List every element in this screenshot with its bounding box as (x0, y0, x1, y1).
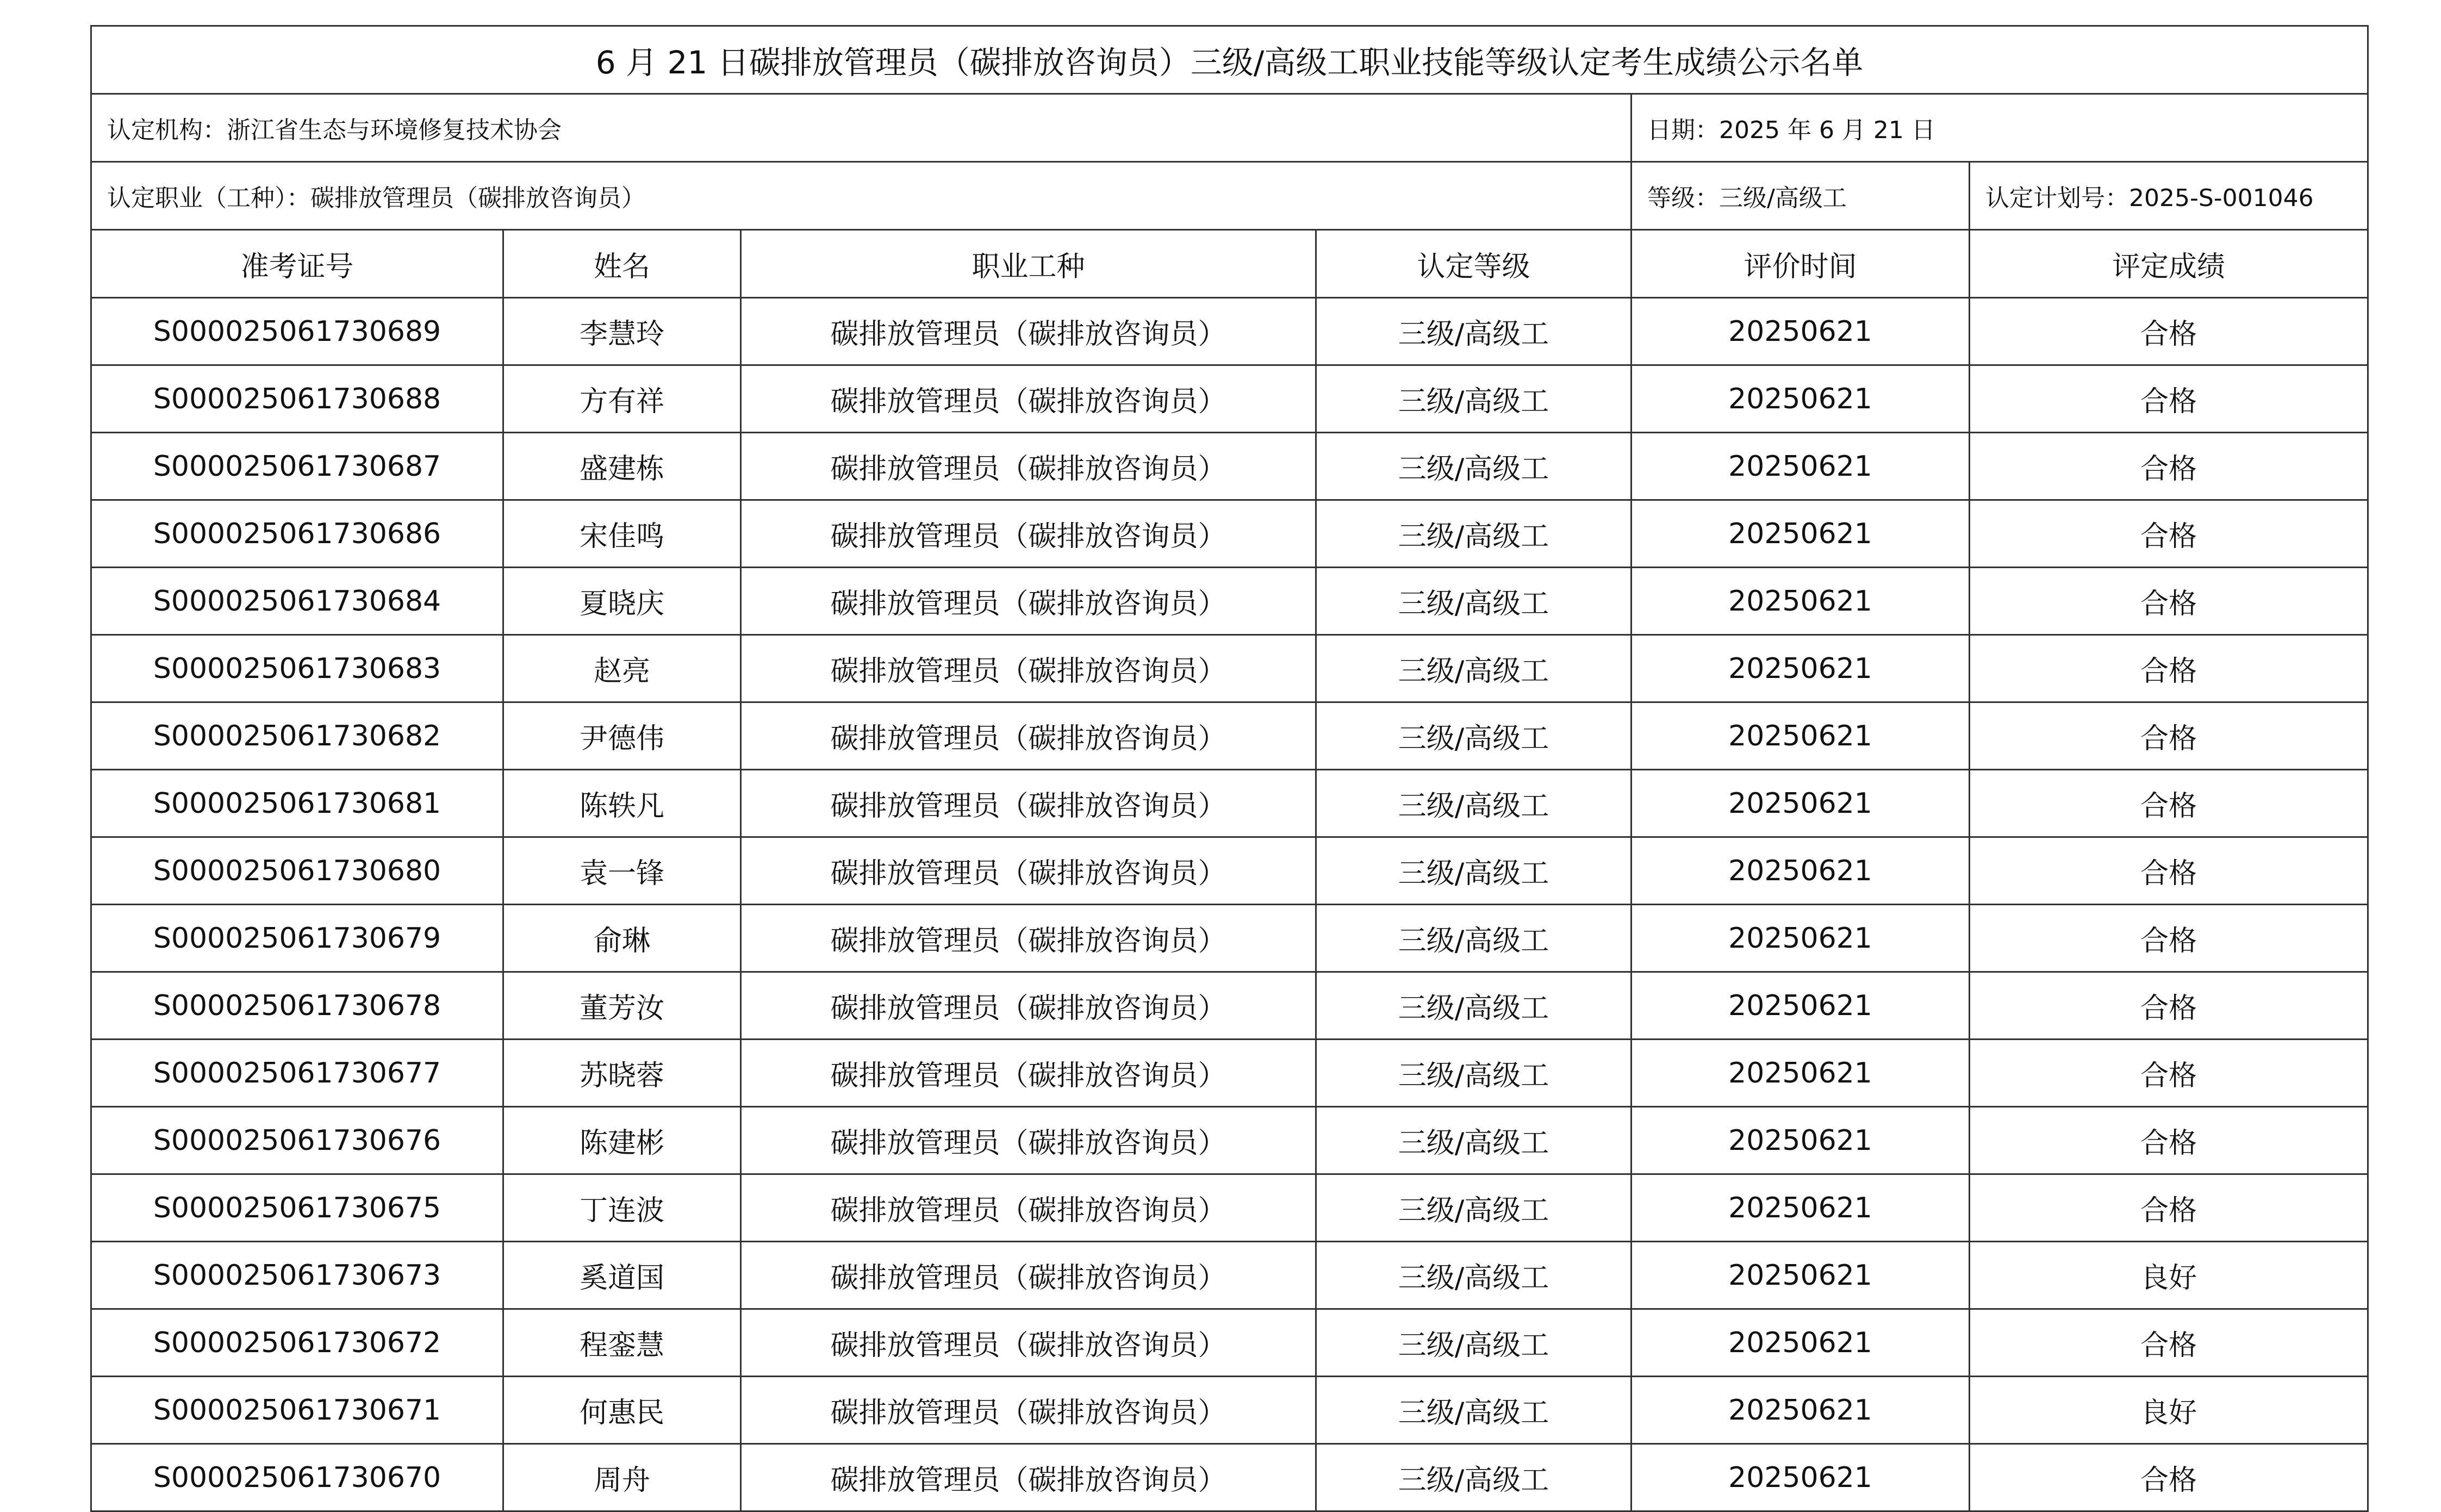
occupation-cell: 碳排放管理员（碳排放咨询员） (741, 365, 1316, 433)
level-cell: 三级/高级工 (1316, 770, 1632, 837)
evaluation-date-cell: 20250621 (1632, 1377, 1970, 1444)
exam-id-cell: S000025061730686 (91, 500, 503, 568)
level-cell: 三级/高级工 (1316, 568, 1632, 635)
result-cell: 合格 (1970, 770, 2368, 837)
exam-id-cell: S000025061730681 (91, 770, 503, 837)
result-cell: 合格 (1970, 298, 2368, 365)
evaluation-date-cell: 20250621 (1632, 1242, 1970, 1309)
evaluation-date-cell: 20250621 (1632, 1107, 1970, 1174)
level-cell: 三级/高级工 (1316, 1444, 1632, 1511)
result-cell: 合格 (1970, 1107, 2368, 1174)
evaluation-date-cell: 20250621 (1632, 365, 1970, 433)
table-row (91, 1174, 2368, 1242)
result-cell: 合格 (1970, 568, 2368, 635)
name-cell: 盛建栋 (503, 433, 741, 500)
level-cell: 三级/高级工 (1316, 1174, 1632, 1242)
certifying-organization: 认定机构：浙江省生态与环境修复技术协会 (91, 94, 1632, 162)
exam-id-cell: S000025061730688 (91, 365, 503, 433)
occupation-cell: 碳排放管理员（碳排放咨询员） (741, 298, 1316, 365)
result-cell: 合格 (1970, 905, 2368, 972)
document-title: 6 月 21 日碳排放管理员（碳排放咨询员）三级/高级工职业技能等级认定考生成绩公示名单 (91, 26, 2368, 94)
exam-id-cell: S000025061730687 (91, 433, 503, 500)
name-cell: 奚道国 (503, 1242, 741, 1309)
table-row (91, 1377, 2368, 1444)
exam-id-cell: S000025061730671 (91, 1377, 503, 1444)
certification-date: 日期：2025 年 6 月 21 日 (1632, 94, 2368, 162)
name-cell: 方有祥 (503, 365, 741, 433)
level-cell: 三级/高级工 (1316, 500, 1632, 568)
evaluation-date-cell: 20250621 (1632, 500, 1970, 568)
name-cell: 程銮慧 (503, 1309, 741, 1377)
table-row (91, 1242, 2368, 1309)
level-cell: 三级/高级工 (1316, 905, 1632, 972)
occupation-cell: 碳排放管理员（碳排放咨询员） (741, 1444, 1316, 1511)
name-cell: 李慧玲 (503, 298, 741, 365)
evaluation-date-cell: 20250621 (1632, 1174, 1970, 1242)
occupation-cell: 碳排放管理员（碳排放咨询员） (741, 635, 1316, 702)
column-header-level: 认定等级 (1316, 230, 1632, 298)
level-cell: 三级/高级工 (1316, 1242, 1632, 1309)
exam-id-cell: S000025061730684 (91, 568, 503, 635)
result-cell: 合格 (1970, 1444, 2368, 1511)
column-header-evaluation-date: 评价时间 (1632, 230, 1970, 298)
evaluation-date-cell: 20250621 (1632, 298, 1970, 365)
name-cell: 苏晓蓉 (503, 1040, 741, 1107)
occupation-cell: 碳排放管理员（碳排放咨询员） (741, 905, 1316, 972)
table-row (91, 702, 2368, 770)
table-row (91, 905, 2368, 972)
exam-id-cell: S000025061730676 (91, 1107, 503, 1174)
exam-id-cell: S000025061730677 (91, 1040, 503, 1107)
occupation-cell: 碳排放管理员（碳排放咨询员） (741, 433, 1316, 500)
table-row (91, 837, 2368, 905)
table-row (91, 635, 2368, 702)
evaluation-date-cell: 20250621 (1632, 1309, 1970, 1377)
column-header-exam-id: 准考证号 (91, 230, 503, 298)
occupation-cell: 碳排放管理员（碳排放咨询员） (741, 1174, 1316, 1242)
table-row (91, 972, 2368, 1040)
name-cell: 何惠民 (503, 1377, 741, 1444)
table-row (91, 500, 2368, 568)
occupation-cell: 碳排放管理员（碳排放咨询员） (741, 1309, 1316, 1377)
result-cell: 合格 (1970, 1174, 2368, 1242)
table-row (91, 365, 2368, 433)
occupation-cell: 碳排放管理员（碳排放咨询员） (741, 1242, 1316, 1309)
level-cell: 三级/高级工 (1316, 1040, 1632, 1107)
result-cell: 合格 (1970, 365, 2368, 433)
result-cell: 合格 (1970, 635, 2368, 702)
occupation-cell: 碳排放管理员（碳排放咨询员） (741, 1040, 1316, 1107)
evaluation-date-cell: 20250621 (1632, 905, 1970, 972)
exam-id-cell: S000025061730670 (91, 1444, 503, 1511)
result-cell: 良好 (1970, 1377, 2368, 1444)
table-row (91, 1444, 2368, 1511)
exam-id-cell: S000025061730679 (91, 905, 503, 972)
name-cell: 陈轶凡 (503, 770, 741, 837)
result-cell: 良好 (1970, 1242, 2368, 1309)
name-cell: 尹德伟 (503, 702, 741, 770)
level-cell: 三级/高级工 (1316, 972, 1632, 1040)
table-row (91, 568, 2368, 635)
evaluation-date-cell: 20250621 (1632, 770, 1970, 837)
column-header-row (91, 230, 2368, 298)
exam-id-cell: S000025061730672 (91, 1309, 503, 1377)
level-cell: 三级/高级工 (1316, 365, 1632, 433)
table-row (91, 1309, 2368, 1377)
name-cell: 俞琳 (503, 905, 741, 972)
occupation-cell: 碳排放管理员（碳排放咨询员） (741, 1377, 1316, 1444)
occupation-cell: 碳排放管理员（碳排放咨询员） (741, 972, 1316, 1040)
level-cell: 三级/高级工 (1316, 1309, 1632, 1377)
occupation-cell: 碳排放管理员（碳排放咨询员） (741, 702, 1316, 770)
occupation-cell: 碳排放管理员（碳排放咨询员） (741, 568, 1316, 635)
occupation-cell: 碳排放管理员（碳排放咨询员） (741, 500, 1316, 568)
occupation-cell: 碳排放管理员（碳排放咨询员） (741, 837, 1316, 905)
occupation-cell: 碳排放管理员（碳排放咨询员） (741, 770, 1316, 837)
level-cell: 三级/高级工 (1316, 635, 1632, 702)
result-cell: 合格 (1970, 837, 2368, 905)
level-cell: 三级/高级工 (1316, 1107, 1632, 1174)
result-cell: 合格 (1970, 500, 2368, 568)
result-cell: 合格 (1970, 1309, 2368, 1377)
evaluation-date-cell: 20250621 (1632, 1444, 1970, 1511)
result-cell: 合格 (1970, 702, 2368, 770)
evaluation-date-cell: 20250621 (1632, 1040, 1970, 1107)
name-cell: 赵亮 (503, 635, 741, 702)
level-cell: 三级/高级工 (1316, 1377, 1632, 1444)
evaluation-date-cell: 20250621 (1632, 702, 1970, 770)
exam-id-cell: S000025061730683 (91, 635, 503, 702)
column-header-occupation: 职业工种 (741, 230, 1316, 298)
exam-id-cell: S000025061730689 (91, 298, 503, 365)
table-row (91, 1040, 2368, 1107)
certified-occupation: 认定职业（工种）：碳排放管理员（碳排放咨询员） (91, 162, 1632, 230)
column-header-result: 评定成绩 (1970, 230, 2368, 298)
table-row (91, 433, 2368, 500)
certification-plan-number: 认定计划号：2025-S-001046 (1970, 162, 2368, 230)
evaluation-date-cell: 20250621 (1632, 972, 1970, 1040)
name-cell: 周舟 (503, 1444, 741, 1511)
result-cell: 合格 (1970, 972, 2368, 1040)
table-row (91, 298, 2368, 365)
name-cell: 宋佳鸣 (503, 500, 741, 568)
exam-id-cell: S000025061730682 (91, 702, 503, 770)
name-cell: 夏晓庆 (503, 568, 741, 635)
evaluation-date-cell: 20250621 (1632, 433, 1970, 500)
exam-id-cell: S000025061730673 (91, 1242, 503, 1309)
certification-level: 等级：三级/高级工 (1632, 162, 1970, 230)
evaluation-date-cell: 20250621 (1632, 568, 1970, 635)
result-cell: 合格 (1970, 433, 2368, 500)
result-cell: 合格 (1970, 1040, 2368, 1107)
evaluation-date-cell: 20250621 (1632, 635, 1970, 702)
name-cell: 陈建彬 (503, 1107, 741, 1174)
results-table (90, 25, 2369, 1512)
name-cell: 袁一锋 (503, 837, 741, 905)
name-cell: 丁连波 (503, 1174, 741, 1242)
table-row (91, 1107, 2368, 1174)
level-cell: 三级/高级工 (1316, 433, 1632, 500)
exam-id-cell: S000025061730675 (91, 1174, 503, 1242)
level-cell: 三级/高级工 (1316, 837, 1632, 905)
table-row (91, 770, 2368, 837)
exam-id-cell: S000025061730678 (91, 972, 503, 1040)
exam-id-cell: S000025061730680 (91, 837, 503, 905)
evaluation-date-cell: 20250621 (1632, 837, 1970, 905)
name-cell: 董芳汝 (503, 972, 741, 1040)
level-cell: 三级/高级工 (1316, 298, 1632, 365)
column-header-name: 姓名 (503, 230, 741, 298)
level-cell: 三级/高级工 (1316, 702, 1632, 770)
occupation-cell: 碳排放管理员（碳排放咨询员） (741, 1107, 1316, 1174)
